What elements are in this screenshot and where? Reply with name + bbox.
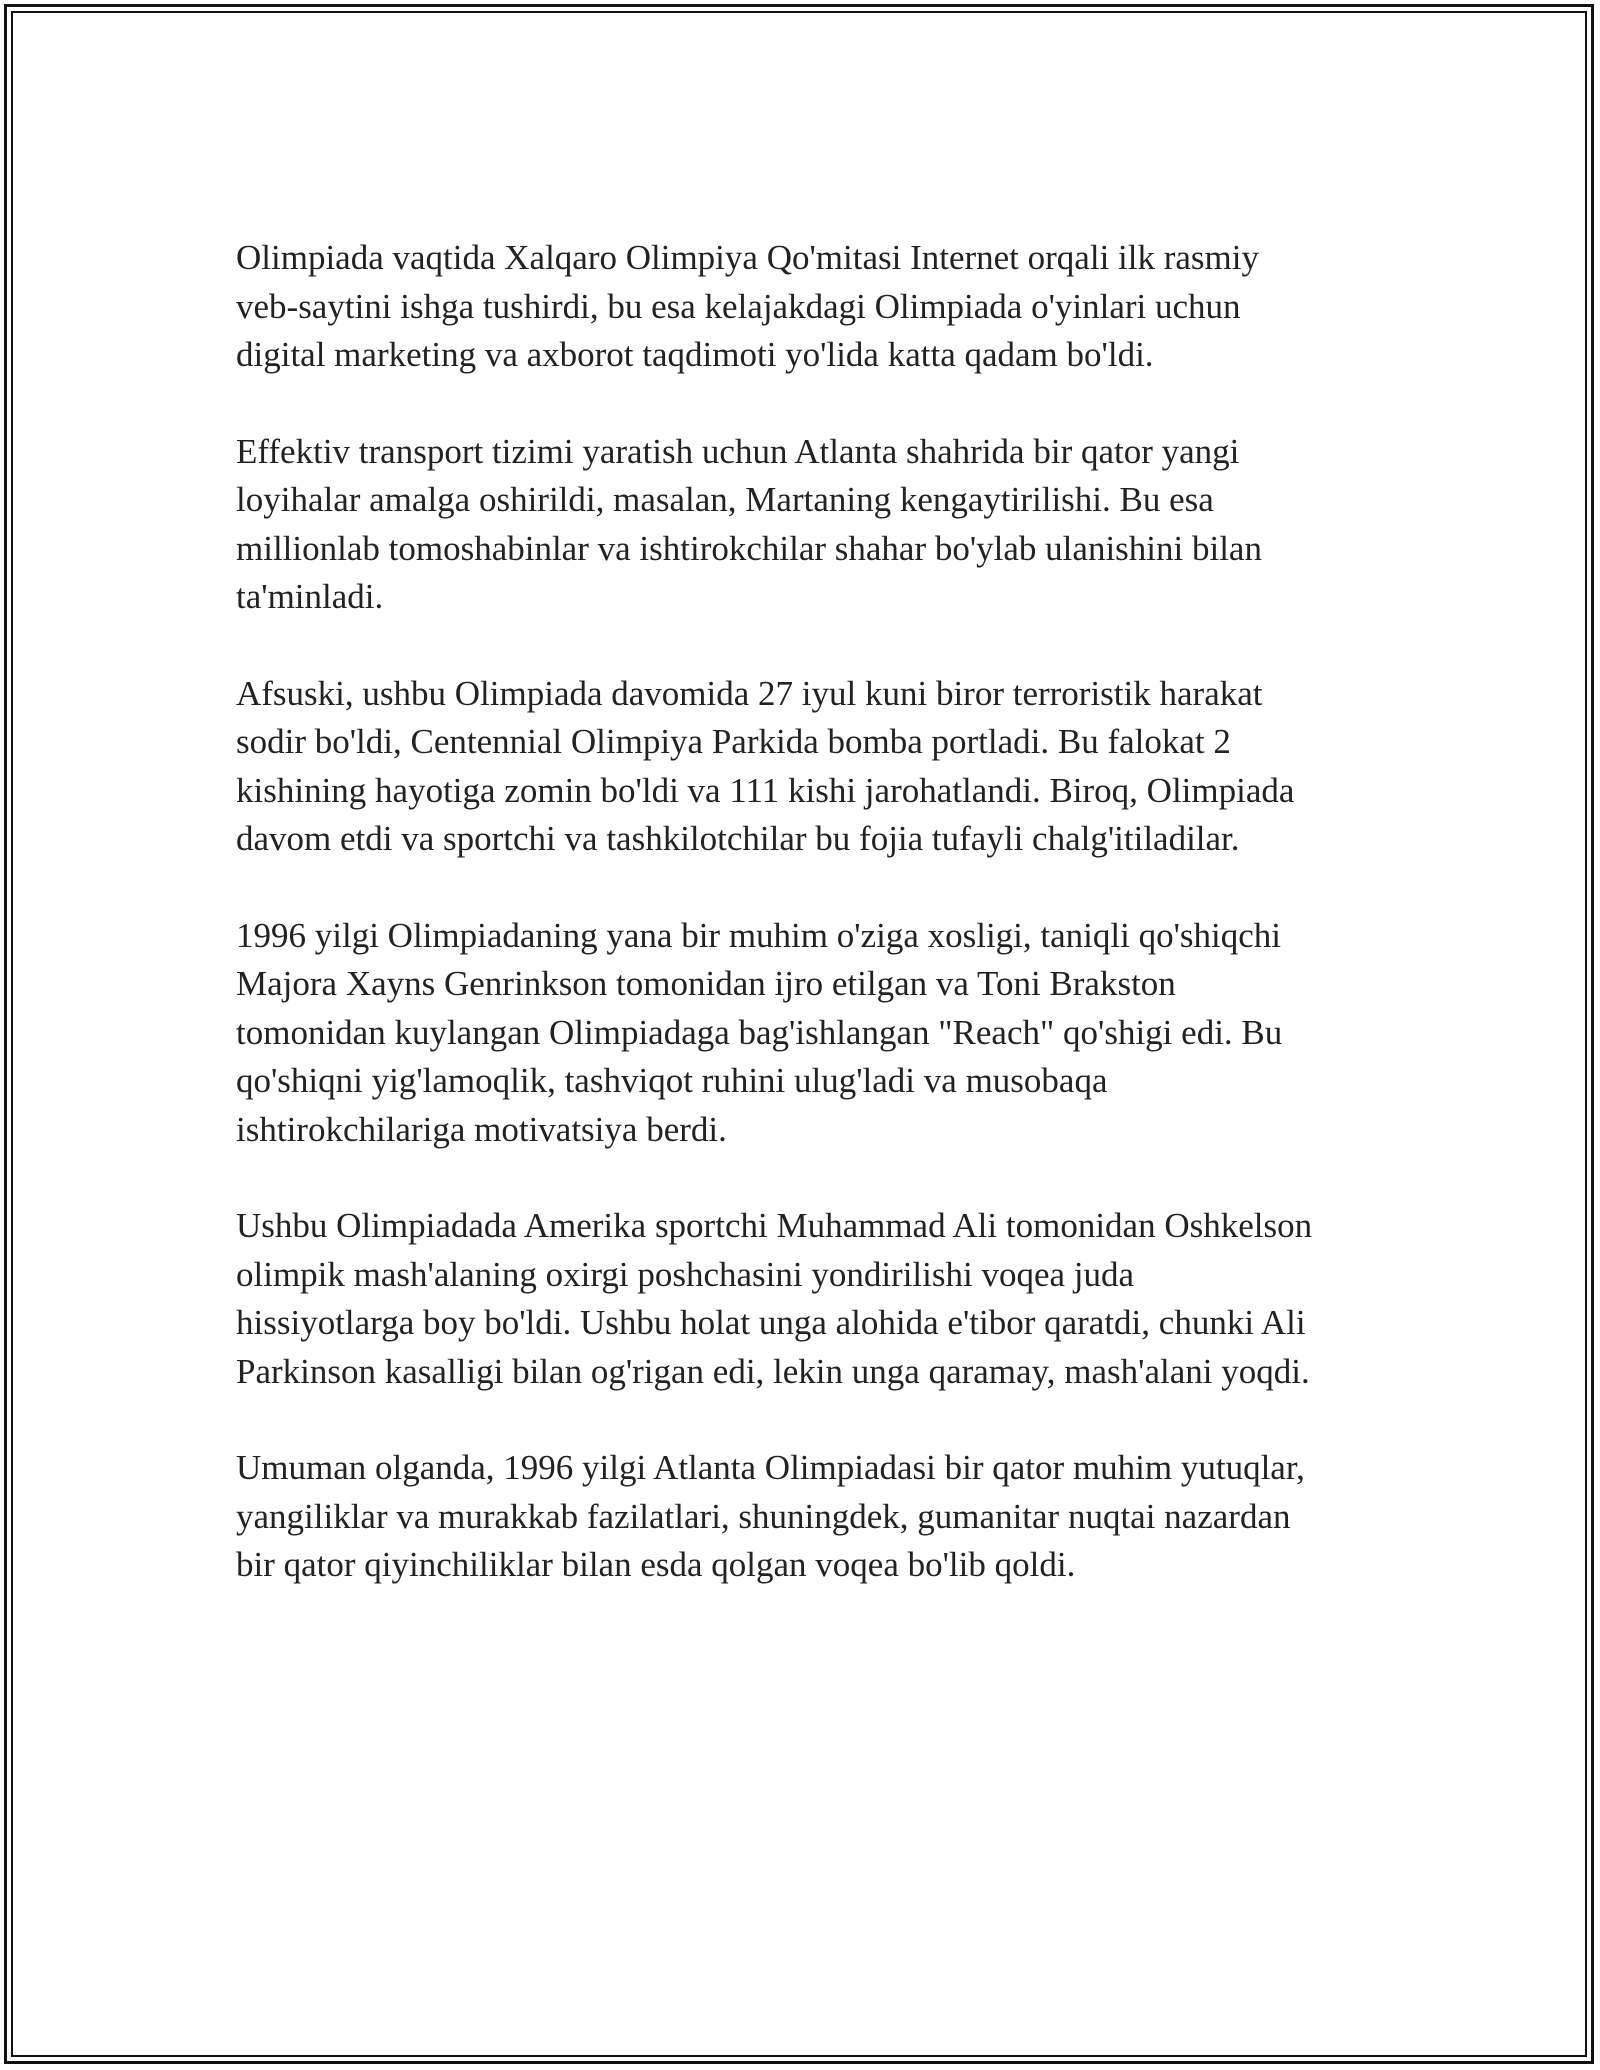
paragraph-1: Olimpiada vaqtida Xalqaro Olimpiya Qo'mitasi Internet orqali ilk rasmiy veb-saytini ishga tushirdi, bu esa kelajakdagi Olimpiada o'yinlari uchun digital marketing va axborot taqdimoti yo'lida katta qadam bo'ldi. [236, 238, 1259, 374]
paragraph-4: 1996 yilgi Olimpiadaning yana bir muhim o'ziga xosligi, taniqli qo'shiqchi Majora Xayns Genrinkson tomonidan ijro etilgan va Toni Brakston tomonidan kuylangan Olimpiadaga bag'ishlangan "Reach" qo'shigi edi. Bu qo'shiqni yig'lamoqlik, tashviqot ruhini ulug'ladi va musobaqa ishtirokchilariga motivatsiya berdi. [236, 915, 1283, 1149]
document-body [236, 234, 1376, 1638]
paragraph-5: Ushbu Olimpiadada Amerika sportchi Muhammad Ali tomonidan Oshkelson olimpik mash'alaning oxirgi poshchasini yondirilishi voqea juda hissiyotlarga boy bo'ldi. Ushbu holat unga alohida e'tibor qaratdi, chunki Ali Parkinson kasalligi bilan og'rigan edi, lekin unga qaramay, mash'alani yoqdi. [236, 1206, 1313, 1391]
paragraph-6: Umuman olganda, 1996 yilgi Atlanta Olimpiadasi bir qator muhim yutuqlar, yangiliklar va murakkab fazilatlari, shuningdek, gumanitar nuqtai nazardan bir qator qiyinchiliklar bilan esda qolgan voqea bo'lib qoldi. [236, 1448, 1305, 1584]
paragraph-3: Afsuski, ushbu Olimpiada davomida 27 iyul kuni biror terroristik harakat sodir bo'ldi, Centennial Olimpiya Parkida bomba portladi. Bu falokat 2 kishining hayotiga zomin bo'ldi va 111 kishi jarohatlandi. Biroq, Olimpiada davom etdi va sportchi va tashkilotchilar bu fojia tufayli chalg'itiladilar. [236, 673, 1295, 858]
paragraph-2: Effektiv transport tizimi yaratish uchun Atlanta shahrida bir qator yangi loyihalar amalga oshirildi, masalan, Martaning kengaytirilishi. Bu esa millionlab tomoshabinlar va ishtirokchilar shahar bo'ylab ulanishini bilan ta'minladi. [236, 431, 1262, 616]
